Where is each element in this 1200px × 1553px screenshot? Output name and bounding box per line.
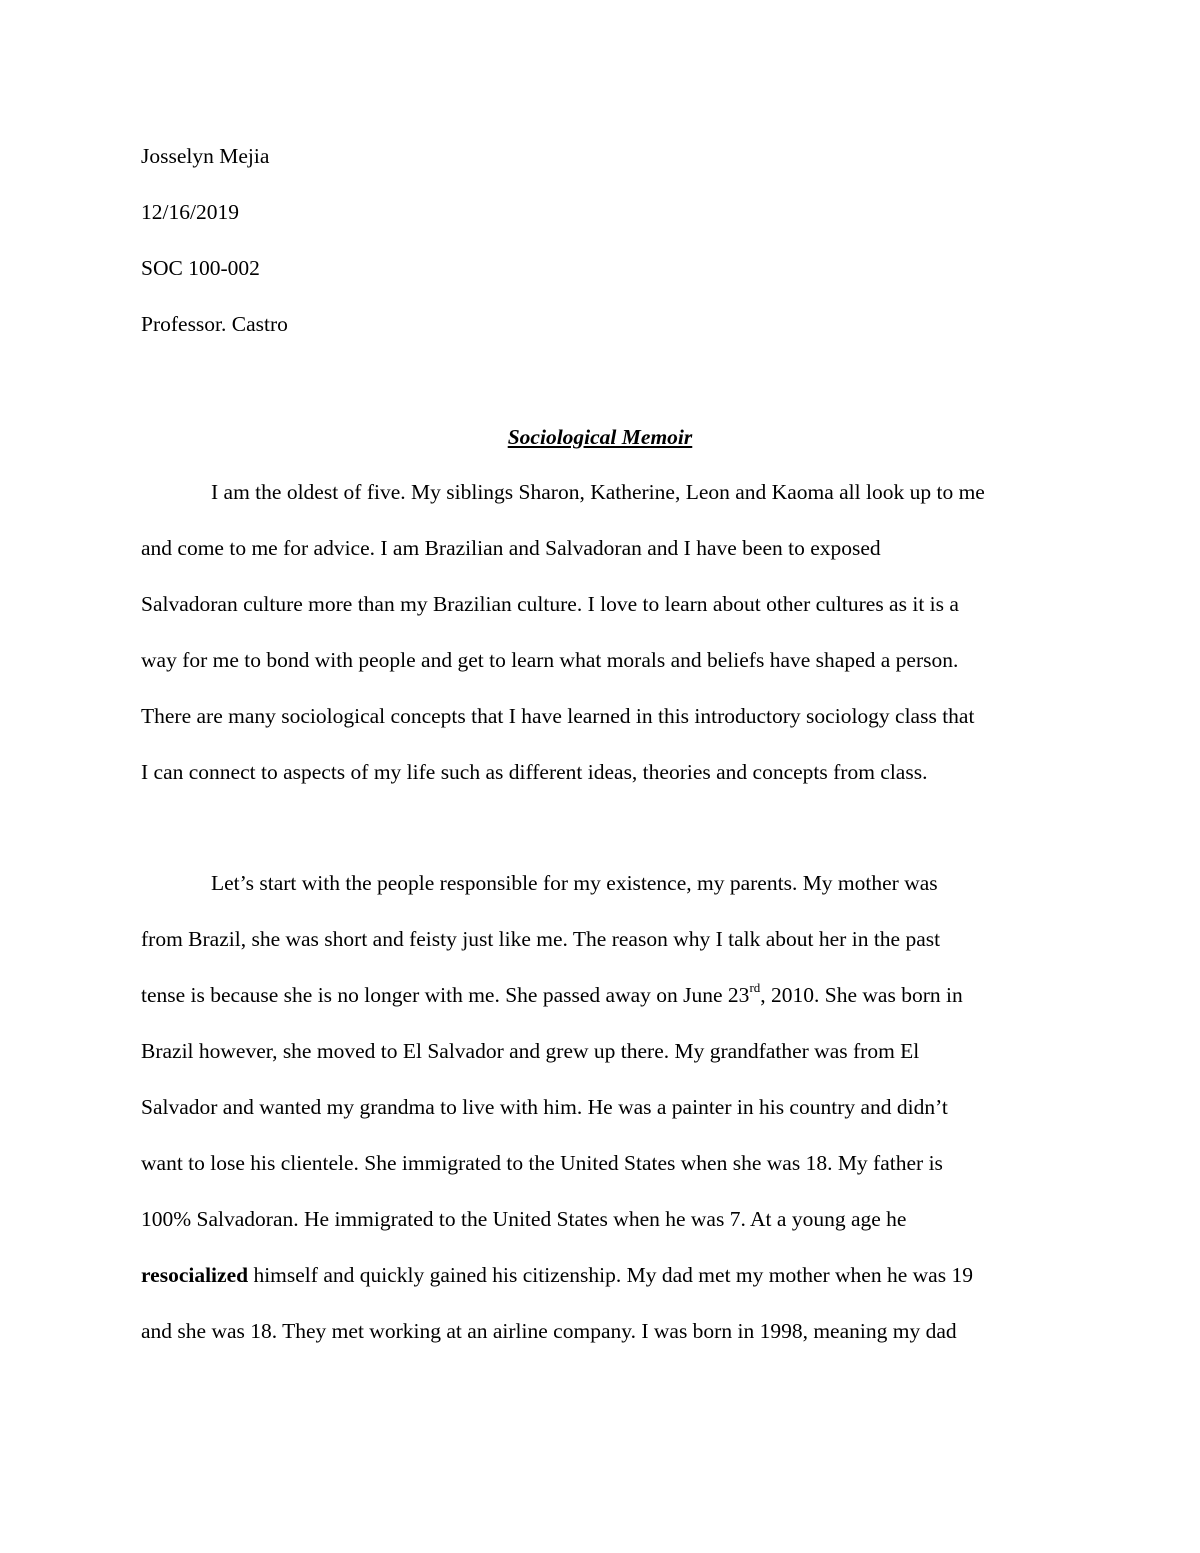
paragraph-1-line: I am the oldest of five. My siblings Sharon, Katherine, Leon and Kaoma all look up to me (211, 480, 985, 504)
paragraph-2-text: tense is because she is no longer with me. She passed away on June 23 (141, 983, 750, 1007)
ordinal-suffix: rd (749, 979, 761, 995)
professor-name: Professor. Castro (141, 312, 288, 336)
paragraph-2-line: 100% Salvadoran. He immigrated to the United States when he was 7. At a young age he (141, 1207, 907, 1231)
key-term: resocialized (141, 1263, 249, 1287)
paragraph-2-text: , 2010. She was born in (760, 983, 963, 1007)
paragraph-1-line: way for me to bond with people and get to learn what morals and beliefs have shaped a person. (141, 648, 959, 672)
author-name: Josselyn Mejia (141, 144, 270, 168)
course-code: SOC 100-002 (141, 256, 260, 280)
document-title: Sociological Memoir (507, 425, 693, 449)
paragraph-2-line: Let’s start with the people responsible for my existence, my parents. My mother was (211, 871, 938, 895)
paragraph-1-line: I can connect to aspects of my life such as different ideas, theories and concepts from class. (141, 760, 928, 784)
paragraph-2-line: want to lose his clientele. She immigrated to the United States when she was 18. My father is (141, 1151, 943, 1175)
paragraph-2-line (141, 981, 963, 1009)
paragraph-2-line: and she was 18. They met working at an airline company. I was born in 1998, meaning my dad (141, 1319, 957, 1343)
paragraph-2-line: from Brazil, she was short and feisty just like me. The reason why I talk about her in the past (141, 927, 941, 951)
paragraph-1-line: and come to me for advice. I am Brazilian and Salvadoran and I have been to exposed (141, 536, 881, 560)
paragraph-1-line: Salvadoran culture more than my Brazilian culture. I love to learn about other cultures as it is a (141, 592, 959, 616)
paragraph-1-line: There are many sociological concepts that I have learned in this introductory sociology class that (141, 704, 975, 728)
submission-date: 12/16/2019 (141, 200, 239, 224)
paragraph-2-line (141, 1261, 973, 1289)
paragraph-2-line: Salvador and wanted my grandma to live with him. He was a painter in his country and didn’t (141, 1095, 948, 1119)
paragraph-2-line: Brazil however, she moved to El Salvador and grew up there. My grandfather was from El (141, 1039, 920, 1063)
paragraph-2-text: himself and quickly gained his citizenship. My dad met my mother when he was 19 (248, 1263, 973, 1287)
